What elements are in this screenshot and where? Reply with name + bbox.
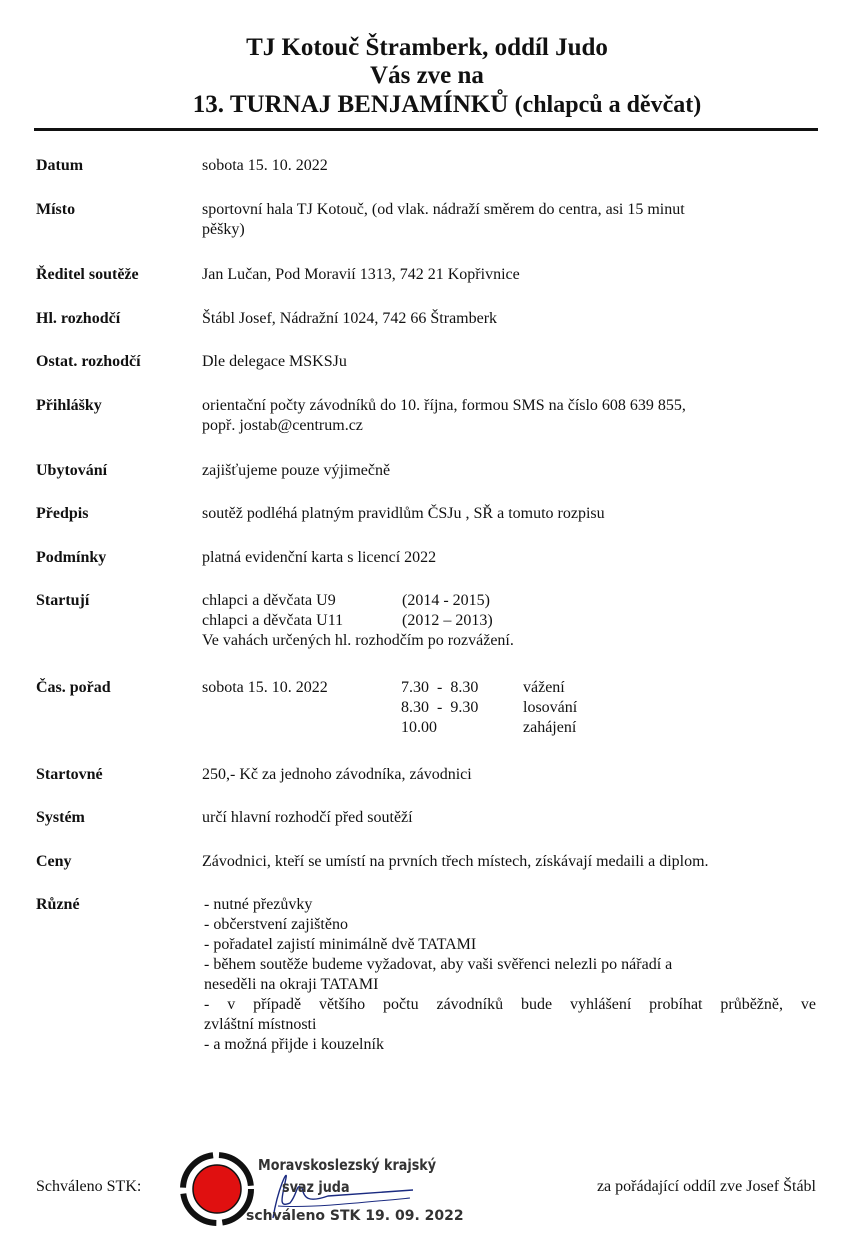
approval-stamp — [178, 1148, 464, 1230]
label-ceny: Ceny — [36, 853, 72, 870]
list-item: - a možná přijde i kouzelník — [204, 1036, 384, 1053]
label-ostat-rozhodci: Ostat. rozhodčí — [36, 353, 141, 370]
tournament-name: 13. TURNAJ BENJAMÍNKŮ — [192, 91, 509, 118]
schedule-event: losování — [523, 699, 578, 716]
value-cas-porad — [202, 678, 818, 738]
value-prihlasky-line2: popř. jostab@centrum.cz — [202, 417, 363, 434]
list-item: - během soutěže budeme vyžadovat, aby vaši svěřenci nelezli po nářadí a — [204, 956, 673, 973]
schedule-row — [202, 718, 818, 738]
club-title: TJ Kotouč Štramberk, oddíl Judo — [246, 34, 608, 61]
value-startovne: 250,- Kč za jednoho závodníka, závodnici — [202, 766, 472, 783]
schedule-event: vážení — [523, 679, 565, 696]
document-header — [0, 34, 854, 120]
value-ostat-rozhodci: Dle delegace MSKSJu — [202, 353, 347, 370]
label-startuji: Startují — [36, 592, 90, 609]
approval-label: Schváleno STK: — [36, 1178, 142, 1195]
list-item: - v případě většího počtu závodníků bude vyhlášení probíhat průběžně, ve — [204, 996, 816, 1013]
stamp-line3: schváleno STK 19. 09. 2022 — [246, 1208, 464, 1224]
category-row — [202, 611, 818, 631]
header-divider — [34, 128, 818, 131]
value-reditel: Jan Lučan, Pod Moravií 1313, 742 21 Kopřivnice — [202, 266, 520, 283]
label-hl-rozhodci: Hl. rozhodčí — [36, 310, 121, 327]
category-name: chlapci a děvčata U9 — [202, 592, 336, 609]
value-startuji — [202, 591, 818, 651]
list-item: - nutné přezůvky — [204, 896, 313, 913]
category-row — [202, 591, 818, 611]
label-startovne: Startovné — [36, 766, 103, 783]
value-podminky: platná evidenční karta s licencí 2022 — [202, 549, 437, 566]
tournament-subtitle: (chlapců a děvčat) — [514, 92, 702, 118]
schedule-time: 8.30 - 9.30 — [401, 699, 479, 716]
invitation-line: Vás zve na — [370, 62, 484, 89]
label-ubytovani: Ubytování — [36, 462, 108, 479]
list-item: zvláštní místnosti — [204, 1016, 317, 1033]
schedule-date: sobota 15. 10. 2022 — [202, 679, 328, 696]
label-system: Systém — [36, 809, 85, 826]
value-misto-line1: sportovní hala TJ Kotouč, (od vlak. nádraží směrem do centra, asi 15 minut — [202, 201, 685, 218]
category-years: (2012 – 2013) — [402, 612, 493, 629]
label-datum: Datum — [36, 157, 84, 174]
label-ruzne: Různé — [36, 896, 80, 913]
value-ceny: Závodnici, kteří se umístí na prvních třech místech, získávají medaili a diplom. — [202, 853, 709, 870]
schedule-row — [202, 698, 818, 718]
startuji-note: Ve vahách určených hl. rozhodčím po rozvážení. — [202, 632, 514, 649]
value-ruzne — [204, 895, 816, 1055]
list-item: neseděli na okraji TATAMI — [204, 976, 379, 993]
label-cas-porad: Čas. pořad — [36, 679, 111, 696]
organizer-signature: za pořádající oddíl zve Josef Štábl — [596, 1178, 816, 1195]
category-name: chlapci a děvčata U11 — [202, 612, 344, 629]
value-datum: sobota 15. 10. 2022 — [202, 157, 328, 174]
label-prihlasky: Přihlášky — [36, 397, 102, 414]
stamp-line1: Moravskoslezský krajský — [258, 1156, 437, 1174]
label-predpis: Předpis — [36, 505, 89, 522]
label-podminky: Podmínky — [36, 549, 107, 566]
value-prihlasky-line1: orientační počty závodníků do 10. října, formou SMS na číslo 608 639 855, — [202, 397, 686, 414]
list-item: - pořadatel zajistí minimálně dvě TATAMI — [204, 936, 477, 953]
category-years: (2014 - 2015) — [402, 592, 490, 609]
schedule-time: 10.00 — [401, 719, 437, 736]
label-reditel: Ředitel soutěže — [36, 266, 139, 283]
schedule-event: zahájení — [523, 719, 577, 736]
value-misto-line2: pěšky) — [202, 221, 245, 238]
schedule-row — [202, 678, 818, 698]
label-misto: Místo — [36, 201, 76, 218]
value-misto — [202, 200, 818, 240]
value-hl-rozhodci: Štábl Josef, Nádražní 1024, 742 66 Štramberk — [202, 310, 498, 327]
value-ubytovani: zajišťujeme pouze výjimečně — [202, 462, 391, 479]
value-prihlasky — [202, 396, 818, 436]
stamp-line2: svaz juda — [282, 1178, 350, 1196]
value-system: určí hlavní rozhodčí před soutěží — [202, 809, 413, 826]
tournament-title — [40, 90, 854, 120]
list-item: - občerstvení zajištěno — [204, 916, 348, 933]
schedule-time: 7.30 - 8.30 — [401, 679, 479, 696]
value-predpis: soutěž podléhá platným pravidlům ČSJu , SŘ a tomuto rozpisu — [202, 505, 605, 522]
